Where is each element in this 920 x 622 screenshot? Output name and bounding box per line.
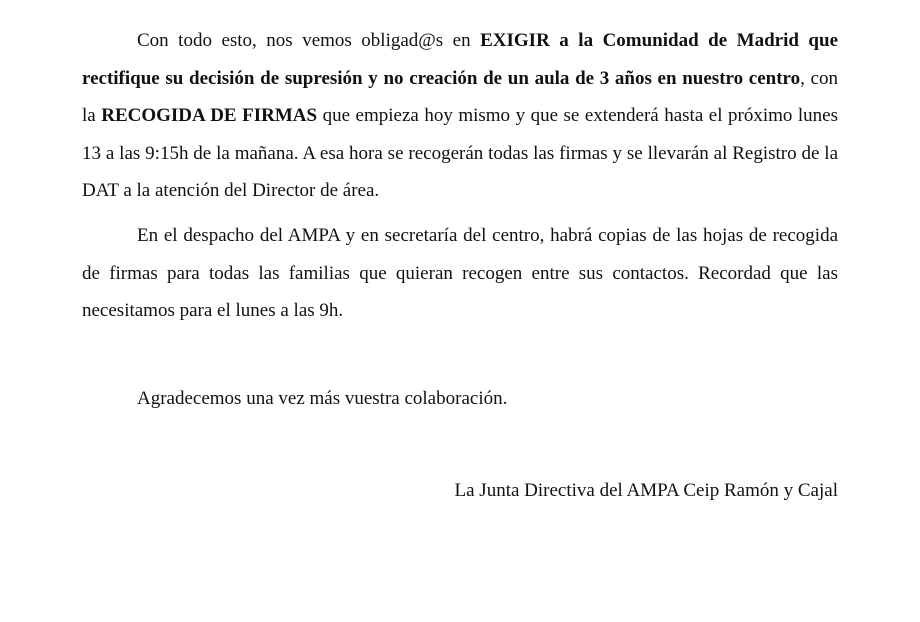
paragraph-despacho: En el despacho del AMPA y en secretaría del centro, habrá copias de las hojas de recogida de firmas para todas las familias que quieran recogen entre sus contactos. Recordad que las necesitamos para el lunes a las 9h. [82, 225, 838, 321]
paragraph-exigir [82, 22, 838, 210]
paragraph-1-bold-recogida: RECOGIDA DE FIRMAS [101, 105, 318, 126]
signature-line: La Junta Directiva del AMPA Ceip Ramón y Cajal [454, 480, 838, 501]
paragraph-1-text-3: que empieza hoy mismo y que se extenderá hasta el próximo lunes 13 a las 9:15h de la mañana. A esa hora se recogerán todas las firmas y se llevarán al Registro de la DAT a la atención del Director de área. [82, 105, 838, 201]
paragraph-1-bold-demand: EXIGIR a la Comunidad de Madrid que rectifique su decisión de supresión y no creación de un aula de 3 años en nuestro centro [82, 30, 838, 89]
paragraph-1-text-2: , con la [82, 67, 838, 126]
paragraph-agradecimiento: Agradecemos una vez más vuestra colaboración. [137, 388, 508, 409]
paragraph-1-text-1: Con todo esto, nos vemos obligad@s en [137, 30, 481, 51]
